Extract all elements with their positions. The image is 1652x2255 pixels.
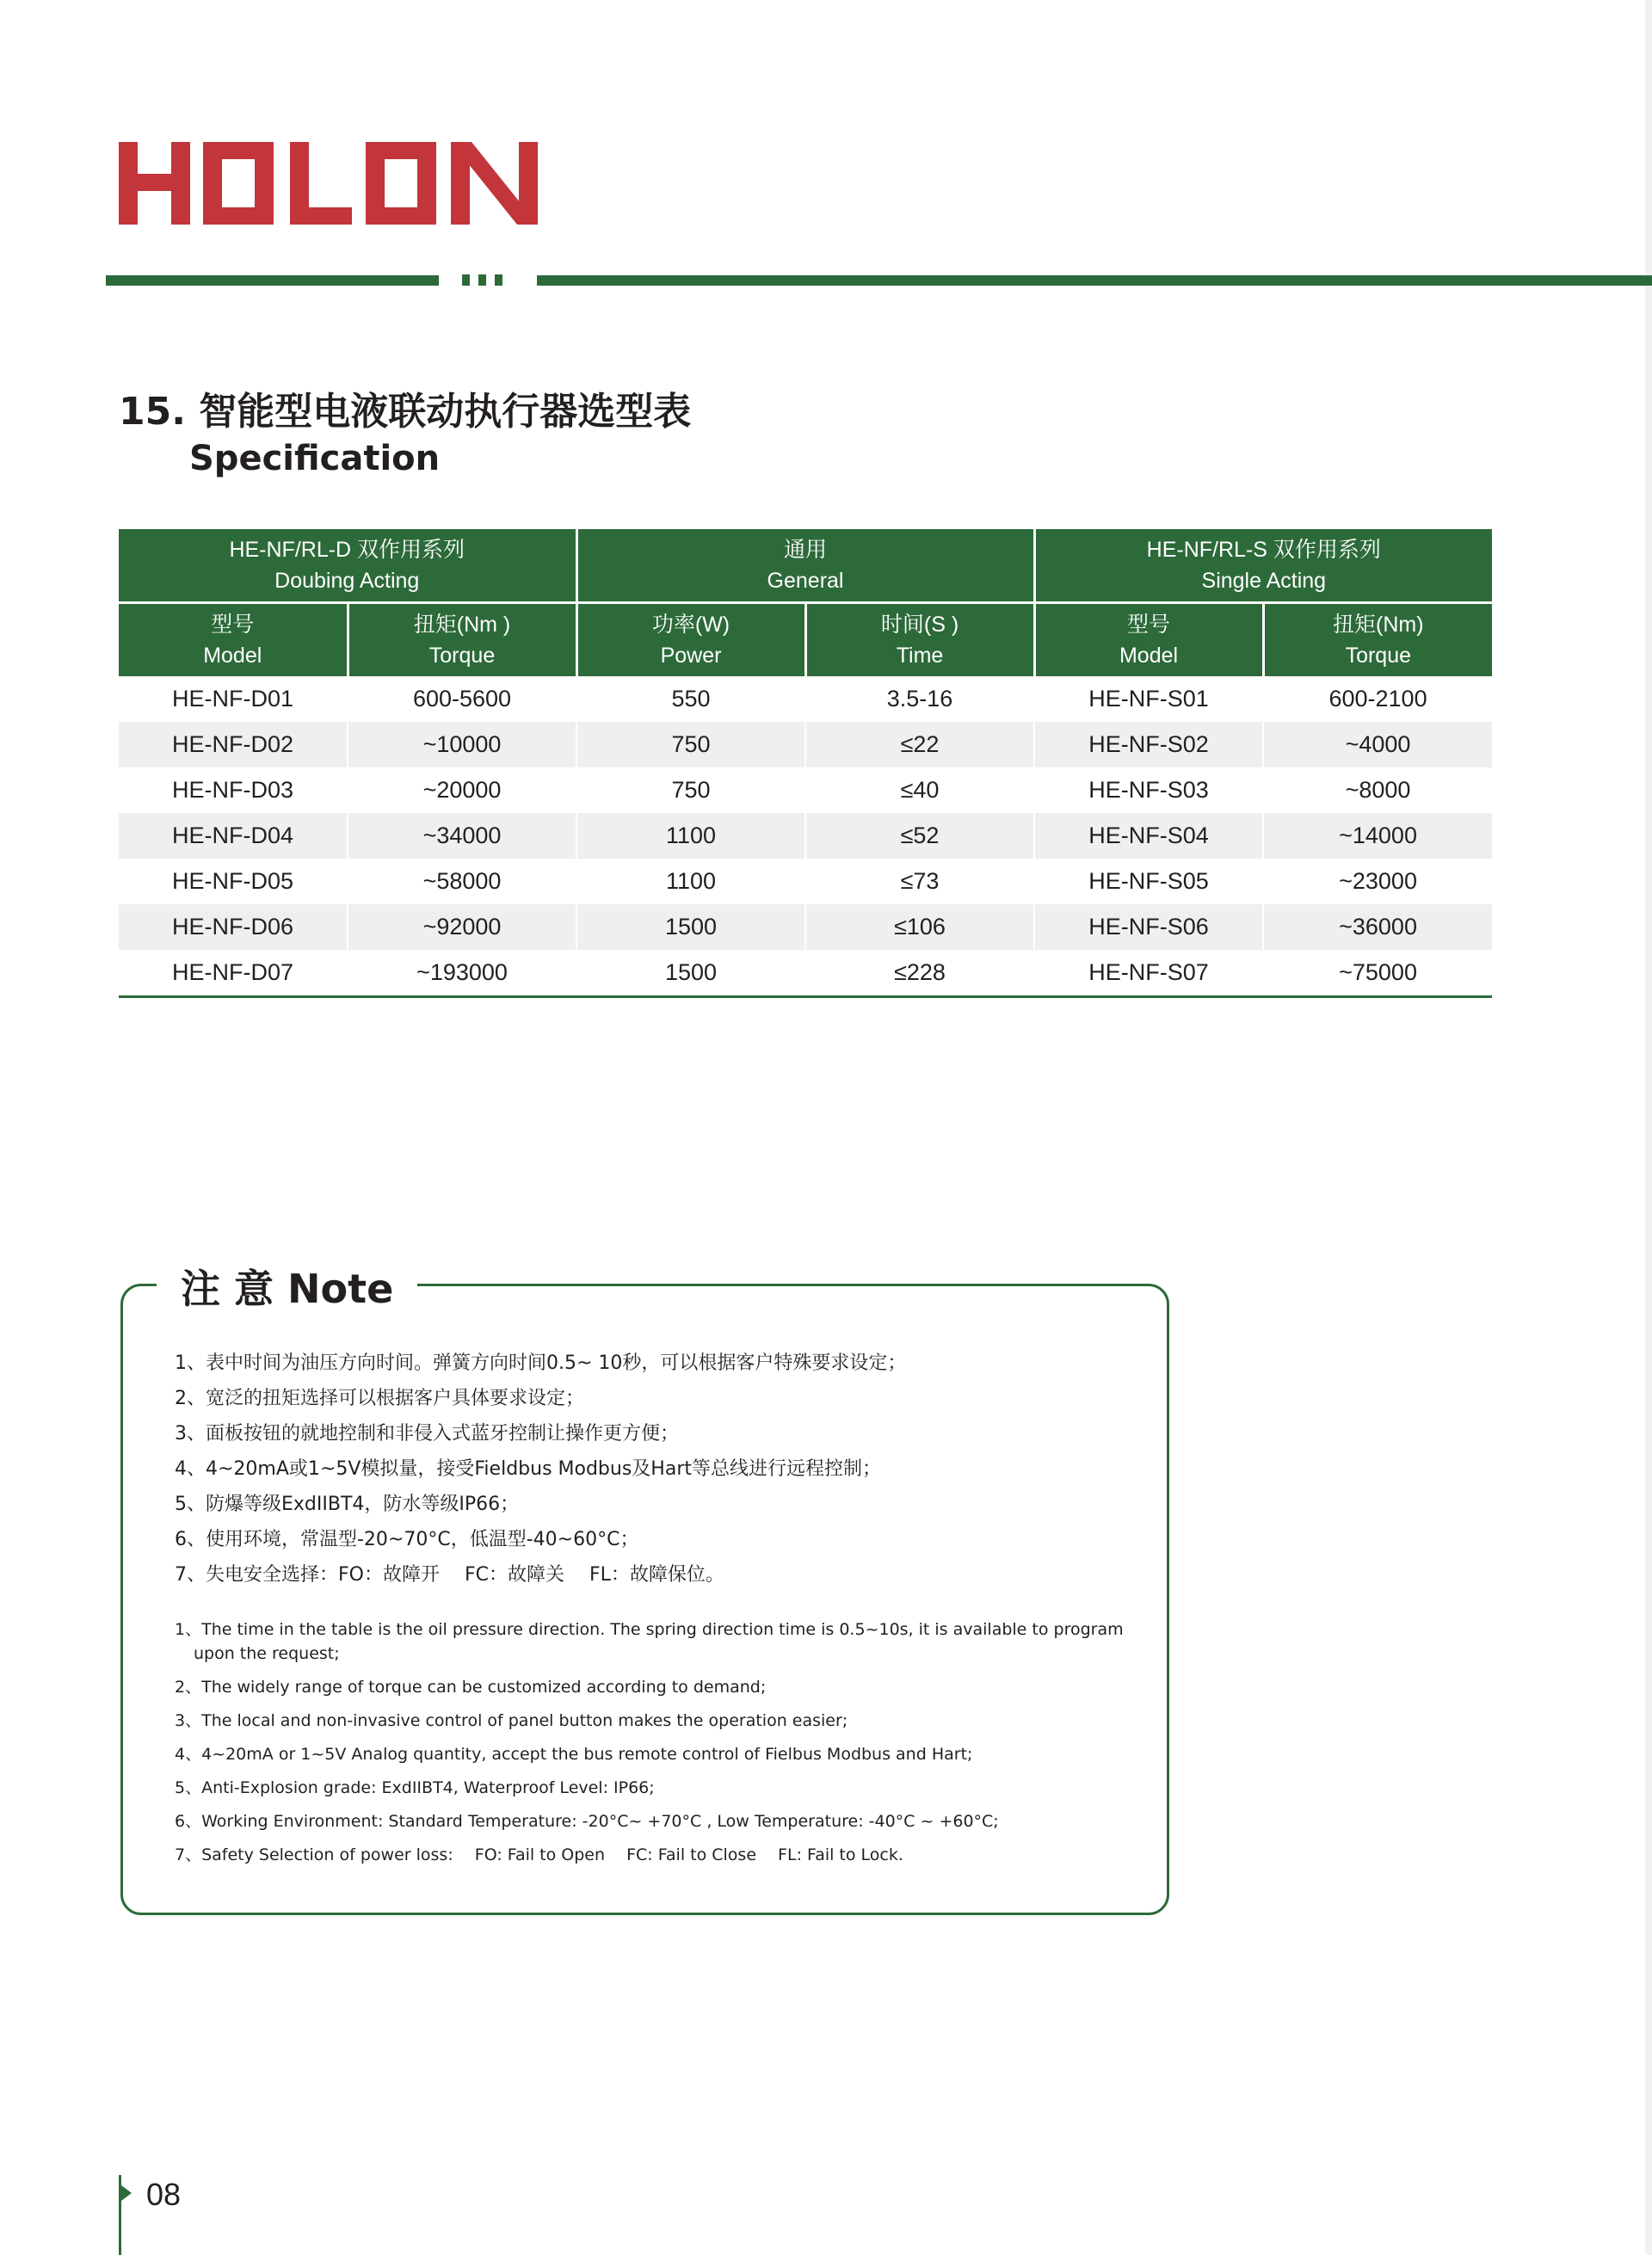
- note-item: 1、表中时间为油压方向时间。弹簧方向时间0.5~ 10秒，可以根据客户特殊要求设定；: [175, 1352, 907, 1374]
- group-header-general: 通用 General: [576, 529, 1034, 603]
- section-title: 15. 智能型电液联动执行器选型表: [119, 390, 692, 434]
- note-item: 3、面板按钮的就地控制和非侵入式蓝牙控制让操作更方便；: [175, 1423, 679, 1445]
- table-cell: HE-NF-S03: [1034, 767, 1263, 813]
- note-item: 4、4~20mA或1~5V模拟量，接受Fieldbus Modbus及Hart等总线进行远程控制；: [175, 1458, 881, 1480]
- table-cell: ~23000: [1263, 859, 1492, 904]
- table-cell: 1500: [576, 950, 805, 997]
- header-rule-dot: [462, 274, 470, 286]
- table-cell: HE-NF-D04: [119, 813, 348, 859]
- note-item: 7、Safety Selection of power loss: FO: Fail to Open FC: Fail to Close FL: Fail to Lock.: [175, 1845, 903, 1864]
- column-header-model: 型号 Model: [1034, 603, 1263, 677]
- table-cell: ~34000: [348, 813, 576, 859]
- table-cell: ≤22: [805, 722, 1034, 767]
- table-cell: ~58000: [348, 859, 576, 904]
- table-cell: ~193000: [348, 950, 576, 997]
- note-item: 6、Working Environment: Standard Temperature: -20°C~ +70°C , Low Temperature: -40°C ~ +60°C;: [175, 1812, 999, 1831]
- table-cell: ≤52: [805, 813, 1034, 859]
- note-item: 5、防爆等级ExdIIBT4，防水等级IP66；: [175, 1494, 520, 1515]
- table-cell: ~8000: [1263, 767, 1492, 813]
- table-cell: HE-NF-S06: [1034, 904, 1263, 950]
- table-row: [119, 950, 1492, 997]
- page-number: 08: [146, 2177, 182, 2212]
- group-header-double-acting: HE-NF/RL-D 双作用系列 Doubing Acting: [119, 529, 576, 603]
- table-row: [119, 676, 1492, 722]
- column-header-power: 功率(W) Power: [576, 603, 805, 677]
- specification-table: [119, 529, 1492, 998]
- table-cell: 3.5-16: [805, 676, 1034, 722]
- table-column-header-row: [119, 603, 1492, 677]
- table-cell: HE-NF-S07: [1034, 950, 1263, 997]
- page-marker-icon: [121, 2185, 132, 2201]
- holon-logo: [119, 142, 538, 225]
- table-row: [119, 859, 1492, 904]
- table-cell: HE-NF-D05: [171, 868, 293, 894]
- table-row: [119, 904, 1492, 950]
- note-title: 注 意 Note: [157, 1258, 417, 1315]
- table-group-header-row: [119, 529, 1492, 603]
- note-item: 2、The widely range of torque can be customized according to demand;: [175, 1678, 767, 1697]
- header-rule-dot: [495, 274, 502, 286]
- table-row: [119, 722, 1492, 767]
- table-cell: ≤106: [805, 904, 1034, 950]
- note-item: 7、失电安全选择：FO：故障开 FC：故障关 FL：故障保位。: [175, 1564, 724, 1586]
- table-cell: HE-NF-S02: [1034, 722, 1263, 767]
- note-item: 1、The time in the table is the oil pressure direction. The spring direction time is 0.5~10s, it is available to program upon the request;: [175, 1620, 1124, 1663]
- table-cell: HE-NF-D01: [171, 686, 293, 712]
- table-cell: ~75000: [1263, 950, 1492, 997]
- table-row: [119, 767, 1492, 813]
- column-header-torque: 扭矩(Nm ) Torque: [348, 603, 576, 677]
- note-item: 5、Anti-Explosion grade: ExdIIBT4, Waterproof Level: IP66;: [175, 1778, 655, 1797]
- group-header-single-acting: HE-NF/RL-S 双作用系列 Single Acting: [1034, 529, 1492, 603]
- table-cell: 550: [576, 676, 805, 722]
- table-cell: 750: [576, 722, 805, 767]
- table-cell: ≤40: [805, 767, 1034, 813]
- note-list-english: [175, 1617, 1130, 1876]
- table-cell: 600-2100: [1263, 676, 1492, 722]
- note-item: 6、使用环境，常温型-20~70°C，低温型-40~60°C；: [175, 1529, 639, 1550]
- table-cell: ~92000: [348, 904, 576, 950]
- note-item: 4、4~20mA or 1~5V Analog quantity, accept the bus remote control of Fielbus Modbus and Hart;: [175, 1745, 973, 1764]
- header-rule-right: [537, 275, 1652, 286]
- table-row: [119, 813, 1492, 859]
- table-cell: 1500: [576, 904, 805, 950]
- table-cell: ~4000: [1263, 722, 1492, 767]
- column-header-model: 型号 Model: [119, 603, 348, 677]
- table-cell: HE-NF-S04: [1034, 813, 1263, 859]
- column-header-time: 时间(S ) Time: [805, 603, 1034, 677]
- table-cell: HE-NF-D07: [119, 950, 348, 997]
- table-cell: HE-NF-S01: [1034, 676, 1263, 722]
- table-cell: 750: [576, 767, 805, 813]
- table-cell: ≤228: [805, 950, 1034, 997]
- table-cell: 1100: [576, 859, 805, 904]
- table-cell: ~20000: [348, 767, 576, 813]
- table-cell: ≤73: [805, 859, 1034, 904]
- table-cell: HE-NF-D03: [171, 777, 293, 803]
- header-rule-dot: [478, 274, 486, 286]
- page-edge-shadow: [1645, 0, 1652, 2255]
- table-cell: HE-NF-S05: [1034, 859, 1263, 904]
- table-cell: HE-NF-D06: [119, 904, 348, 950]
- table-cell: ~36000: [1263, 904, 1492, 950]
- note-list-chinese: [175, 1346, 1121, 1593]
- note-item: 2、宽泛的扭矩选择可以根据客户具体要求设定；: [175, 1388, 584, 1409]
- note-item: 3、The local and non-invasive control of panel button makes the operation easier;: [175, 1711, 848, 1730]
- table-cell: HE-NF-D02: [119, 722, 348, 767]
- table-cell: 1100: [576, 813, 805, 859]
- table-cell: ~14000: [1263, 813, 1492, 859]
- table-cell: ~10000: [348, 722, 576, 767]
- header-rule-left: [106, 275, 439, 286]
- column-header-torque: 扭矩(Nm) Torque: [1263, 603, 1492, 677]
- section-subtitle: Specification: [189, 439, 441, 478]
- table-cell: 600-5600: [348, 676, 576, 722]
